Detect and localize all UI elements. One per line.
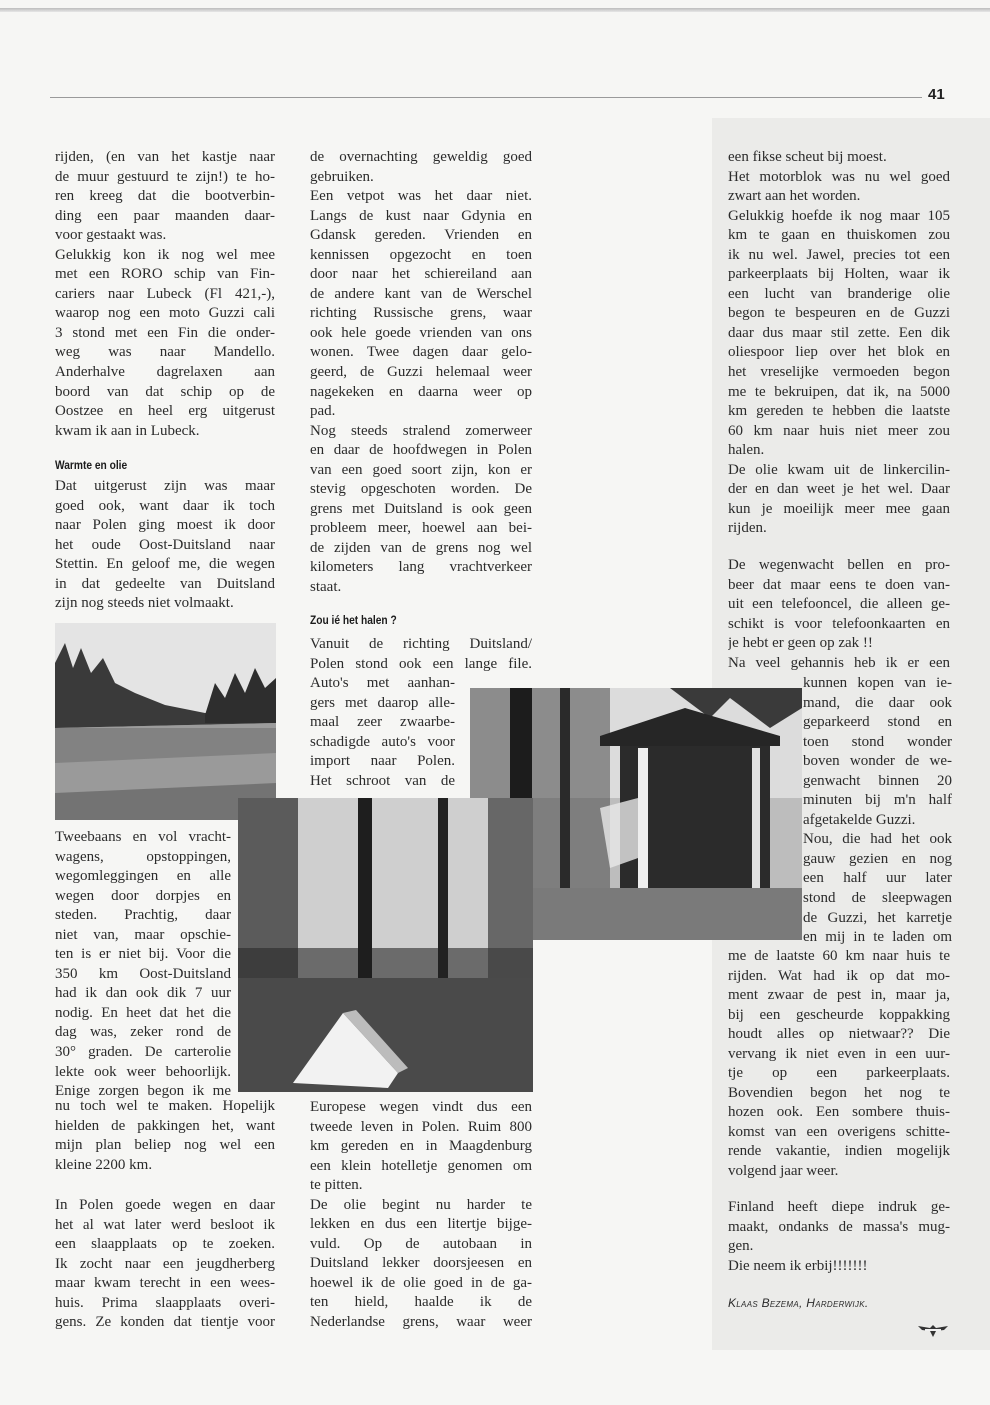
text-line: Na veel gehannis heb ik er een <box>728 654 950 671</box>
text-line: een lucht van branderige olie <box>728 285 950 302</box>
text-line: kwam ik aan in Lubeck. <box>55 422 200 439</box>
text-line: Stettin. En geloof me, die wegen <box>55 556 275 573</box>
page-number: 41 <box>928 86 945 103</box>
text-line: 350 km Oost-Duitsland <box>55 965 231 982</box>
text-line: had ik dan ook dik 7 uur <box>55 985 231 1002</box>
text-line: vervang ik niet even in een uur- <box>728 1045 950 1062</box>
text-line: het oude Oost-Duitsland naar <box>55 536 275 553</box>
text-line: schadigde auto's voor <box>310 733 455 750</box>
text-line: toen stond wonder <box>803 733 952 750</box>
text-line: Enige zorgen begon ik me <box>55 1083 231 1100</box>
text-line: kunnen kopen van ie- <box>803 675 952 691</box>
text-line: Europese wegen vindt dus een <box>310 1099 532 1115</box>
text-line: me te bekruipen, dat ik, na 5000 <box>728 383 950 400</box>
text-line: wegen door dorpjes en <box>55 887 231 904</box>
text-line: je hebt er geen op zak !! <box>728 635 873 652</box>
text-line: een half uur later <box>803 870 952 887</box>
text-line: grens met Duitsland is ook geen <box>310 500 532 517</box>
text-line: Langs de kust naar Gdynia en <box>310 207 532 224</box>
text-line: huis. Prima slaapplaats overi- <box>55 1294 275 1311</box>
text-line: steden. Prachtig, daar <box>55 907 231 924</box>
text-line: uit een telefooncel, die alleen ge- <box>728 596 950 613</box>
text-block-col3-wrap <box>803 674 952 948</box>
text-line: met een RORO schip van Fin- <box>55 266 275 283</box>
text-line: lekken en dus een litertje bijge- <box>310 1216 532 1233</box>
text-line: nodig. En heet dat het die <box>55 1004 231 1021</box>
text-line: het al wat later werd besloot ik <box>55 1216 275 1233</box>
text-line: door naar het schiereiland aan <box>310 266 532 283</box>
text-line: Nog steeds stralend zomerweer <box>310 422 532 439</box>
text-line: Nou, die had het ook <box>803 831 952 848</box>
text-line: km gereden en in Maagdenburg <box>310 1138 532 1155</box>
text-line: Het schroot van de <box>310 772 455 789</box>
text-line: ding een paar maanden daar- <box>55 207 275 224</box>
text-line: ik nu wel. Jawel, precies tot een <box>728 246 950 263</box>
text-block-col1-mid <box>55 477 275 614</box>
text-line: Auto's met aanhan- <box>310 675 455 691</box>
text-line: dag was, zeker rond de <box>55 1024 231 1041</box>
header-rule <box>50 97 922 98</box>
text-line: goed ook, want daar ik toch <box>55 497 275 514</box>
text-block-col3-top <box>728 148 950 539</box>
text-line: de muur gestuurd te zijn!) te ho- <box>55 168 275 185</box>
text-line: der en dan weet je het wel. Daar <box>728 481 950 498</box>
text-line: een fikse scheut bij moest. <box>728 149 887 165</box>
text-line: De olie begint nu harder te <box>310 1196 532 1213</box>
author-signature: Klaas Bezema, Harderwijk. <box>728 1296 869 1310</box>
text-line: gens. Ze konden dat tientje voor <box>55 1314 275 1331</box>
text-line: naar Polen ging moest ik door <box>55 517 275 534</box>
text-line: voor gestaakt was. <box>55 227 167 244</box>
text-line: niet van, maar opschie- <box>55 926 231 943</box>
text-block-col2-top <box>310 148 532 598</box>
text-line: wonen. Twee dagen daar gelo- <box>310 344 532 361</box>
text-line: begon te bespeuren en de Guzzi <box>728 305 950 322</box>
text-block-col3-mid <box>728 556 950 673</box>
text-line: me de laatste 60 km naar huis te <box>728 948 950 964</box>
heading-zou-ie-het-halen: Zou ié het halen ? <box>310 613 397 627</box>
text-line: cariers naar Lubeck (Fl 421,-), <box>55 285 275 302</box>
text-line: stond de sleepwagen <box>803 890 952 907</box>
text-line: een slaapplaats op te zoeken. <box>55 1236 275 1253</box>
text-line: kennissen opgezocht en toen <box>310 246 532 263</box>
text-line: gers met daarop alle- <box>310 694 455 711</box>
text-line: Gelukkig hoefde ik nog maar 105 <box>728 207 950 224</box>
photo-tent <box>238 798 533 1092</box>
text-line: Oostzee en heel erg uitgerust <box>55 403 275 420</box>
text-line: waarop nog een moto Guzzi cali <box>55 305 275 322</box>
scan-top-edge <box>0 8 990 12</box>
text-line: te pitten. <box>310 1177 363 1194</box>
text-line: beer dat maar eens te doen van- <box>728 576 950 593</box>
text-line: genwacht binnen 20 <box>803 772 952 789</box>
text-line: zwart aan het worden. <box>728 188 861 205</box>
text-line: parkeerplaats bij Holten, waar ik <box>728 266 950 283</box>
text-line: schikt is voor telefoonkaarten en <box>728 615 950 632</box>
text-line: de zijden van de grens nog wel <box>310 539 532 556</box>
text-line: Tweebaans en vol vracht- <box>55 829 231 845</box>
text-line: nagekeken en daarna weer op <box>310 383 532 400</box>
text-line: rijden. Wat had ik op dat mo- <box>728 967 950 984</box>
text-line: In Polen goede wegen en daar <box>55 1197 275 1213</box>
text-line: km gereden te hebben die laatste <box>728 403 950 420</box>
text-line: De wegenwacht bellen en pro- <box>728 557 950 573</box>
text-line: rijden. <box>728 520 767 537</box>
text-line: volgend jaar weer. <box>728 1163 839 1180</box>
text-line: van een goed soort zijn, kon er <box>310 461 532 478</box>
text-block-col1-lower <box>55 1097 275 1175</box>
text-line: rende vakantie, indien mogelijk <box>728 1143 950 1160</box>
text-line: ten hield, haalde ik de <box>310 1294 532 1311</box>
text-line: maal zeer zwaarbe- <box>310 714 455 731</box>
text-line: oliespoor liep over het blok en <box>728 344 950 361</box>
text-line: lekte ook weer behoorlijk. <box>55 1063 231 1080</box>
text-line: gauw gezien en nog <box>803 850 952 867</box>
text-line: wagens, opstoppingen, <box>55 848 231 865</box>
text-line: 60 km naar huis niet meer zou <box>728 422 950 439</box>
text-line: geparkeerd stond en <box>803 714 952 731</box>
text-line: houdt alles op nietwaar?? Die <box>728 1026 950 1043</box>
text-line: staat. <box>310 579 342 596</box>
text-line: kleine 2200 km. <box>55 1156 153 1173</box>
text-line: Anderhalve dagrelaxen aan <box>55 364 275 381</box>
text-block-col1-bottom <box>55 1196 275 1333</box>
text-line: het vreselijke vermoeden begon <box>728 364 950 381</box>
text-line: Bovendien begon het nog te <box>728 1084 950 1101</box>
text-line: gen. <box>728 1238 754 1255</box>
text-line: daar dus maar stil zette. Een dik <box>728 324 950 341</box>
text-line: tje op een parkeerplaats. <box>728 1065 950 1082</box>
text-line: minuten bij m'n half <box>803 792 952 809</box>
text-line: import naar Polen. <box>310 753 455 770</box>
text-line: in dat gedeelte van Duitsland <box>55 575 275 592</box>
text-line: maakt, ondanks de massa's mug- <box>728 1218 950 1235</box>
text-line: afgetakelde Guzzi. <box>803 811 916 828</box>
text-line: hozen ook. Een sombere thuis- <box>728 1104 950 1121</box>
text-line: Nederlandse grens, waar weer <box>310 1314 532 1331</box>
text-line: wegomleggingen en alle <box>55 868 231 885</box>
text-line: zijn nog steeds niet volmaakt. <box>55 595 234 612</box>
text-line: kun je moeilijk meer mee gaan <box>728 500 950 517</box>
text-line: vuld. Op de autobaan in <box>310 1235 532 1252</box>
moto-guzzi-eagle-logo-icon <box>918 1323 948 1344</box>
text-line: Polen stond ook een lange file. <box>310 655 532 672</box>
text-line: nu toch wel te maken. Hopelijk <box>55 1098 275 1114</box>
text-line: halen. <box>728 442 765 459</box>
text-line: gebruiken. <box>310 168 374 185</box>
text-line: Vanuit de richting Duitsland/ <box>310 636 532 652</box>
text-line: de andere kant van de Werschel <box>310 285 532 302</box>
text-line: rijden, (en van het kastje naar <box>55 149 275 165</box>
text-block-col3-bottom <box>728 1198 950 1276</box>
text-line: weg was naar Mandello. <box>55 344 275 361</box>
text-line: kilometers lang vrachtverkeer <box>310 559 532 576</box>
text-line: 30° graden. De carterolie <box>55 1044 231 1061</box>
photo-lake <box>55 623 276 820</box>
text-line: Duitsland lekker doorsjeesen en <box>310 1255 532 1272</box>
text-block-col1-top <box>55 148 275 441</box>
text-line: ten is er niet bij. Voor die <box>55 946 231 963</box>
text-line: Gelukkig kon ik nog wel mee <box>55 246 275 263</box>
text-line: boord van dat schip op de <box>55 383 275 400</box>
text-line: en mij in te laden om <box>803 929 952 946</box>
text-line: Het motorblok was nu wel goed <box>728 168 950 185</box>
text-line: maar kwam terecht in een wees- <box>55 1275 275 1292</box>
text-line: probleem meer, hoewel aan bei- <box>310 520 532 537</box>
text-line: komst van een overigens schitte- <box>728 1123 950 1140</box>
text-line: pad. <box>310 403 336 420</box>
text-line: boven wonder de we- <box>803 753 952 770</box>
text-block-col3-lower <box>728 947 950 1182</box>
text-line: 3 stond met een Fin die onder- <box>55 324 275 341</box>
text-block-col1-wrap <box>55 828 231 1102</box>
text-line: richting Russische grens, waar <box>310 305 532 322</box>
text-line: km te gaan en thuiskomen zou <box>728 227 950 244</box>
text-line: tweede leven in Polen. Ruim 800 <box>310 1118 532 1135</box>
text-line: geerd, de Guzzi helemaal weer <box>310 364 532 381</box>
text-line: de Guzzi, het karretje <box>803 909 952 926</box>
heading-warmte-en-olie: Warmte en olie <box>55 458 128 472</box>
text-line: Finland heeft diepe indruk ge- <box>728 1199 950 1215</box>
text-line: een klein hotelletje genomen om <box>310 1157 532 1174</box>
text-line: ment zwaar de pest in, maar ja, <box>728 987 950 1004</box>
text-line: Een vetpot was het daar niet. <box>310 188 532 205</box>
text-line: en daar de hoofdwegen in Polen <box>310 442 532 459</box>
text-line: Gdansk gereden. Vrienden en <box>310 227 532 244</box>
text-block-col2-bottom <box>310 1098 532 1333</box>
text-line: mijn plan beliep nog wel een <box>55 1137 275 1154</box>
text-line: hoewel ik de olie goed in de ga- <box>310 1274 532 1291</box>
text-line: stevig opgeschoten worden. De <box>310 481 532 498</box>
text-line: De olie kwam uit de linkercilin- <box>728 461 950 478</box>
text-block-col2-wrap <box>310 674 455 791</box>
text-line: bij een gescheurde koppakking <box>728 1006 950 1023</box>
text-line: hielden de pakkingen het, want <box>55 1117 275 1134</box>
text-line: ren kreeg dat die bootverbin- <box>55 188 275 205</box>
text-line: Die neem ik erbij!!!!!!! <box>728 1257 868 1274</box>
text-block-col2-mid <box>310 635 532 674</box>
text-line: de overnachting geweldig goed <box>310 149 532 165</box>
text-line: mand, die daar ook <box>803 694 952 711</box>
text-line: ook hele goede vrienden van ons <box>310 324 532 341</box>
text-line: Dat uitgerust zijn was maar <box>55 478 275 494</box>
text-line: Ik zocht naar een jeugdherberg <box>55 1255 275 1272</box>
